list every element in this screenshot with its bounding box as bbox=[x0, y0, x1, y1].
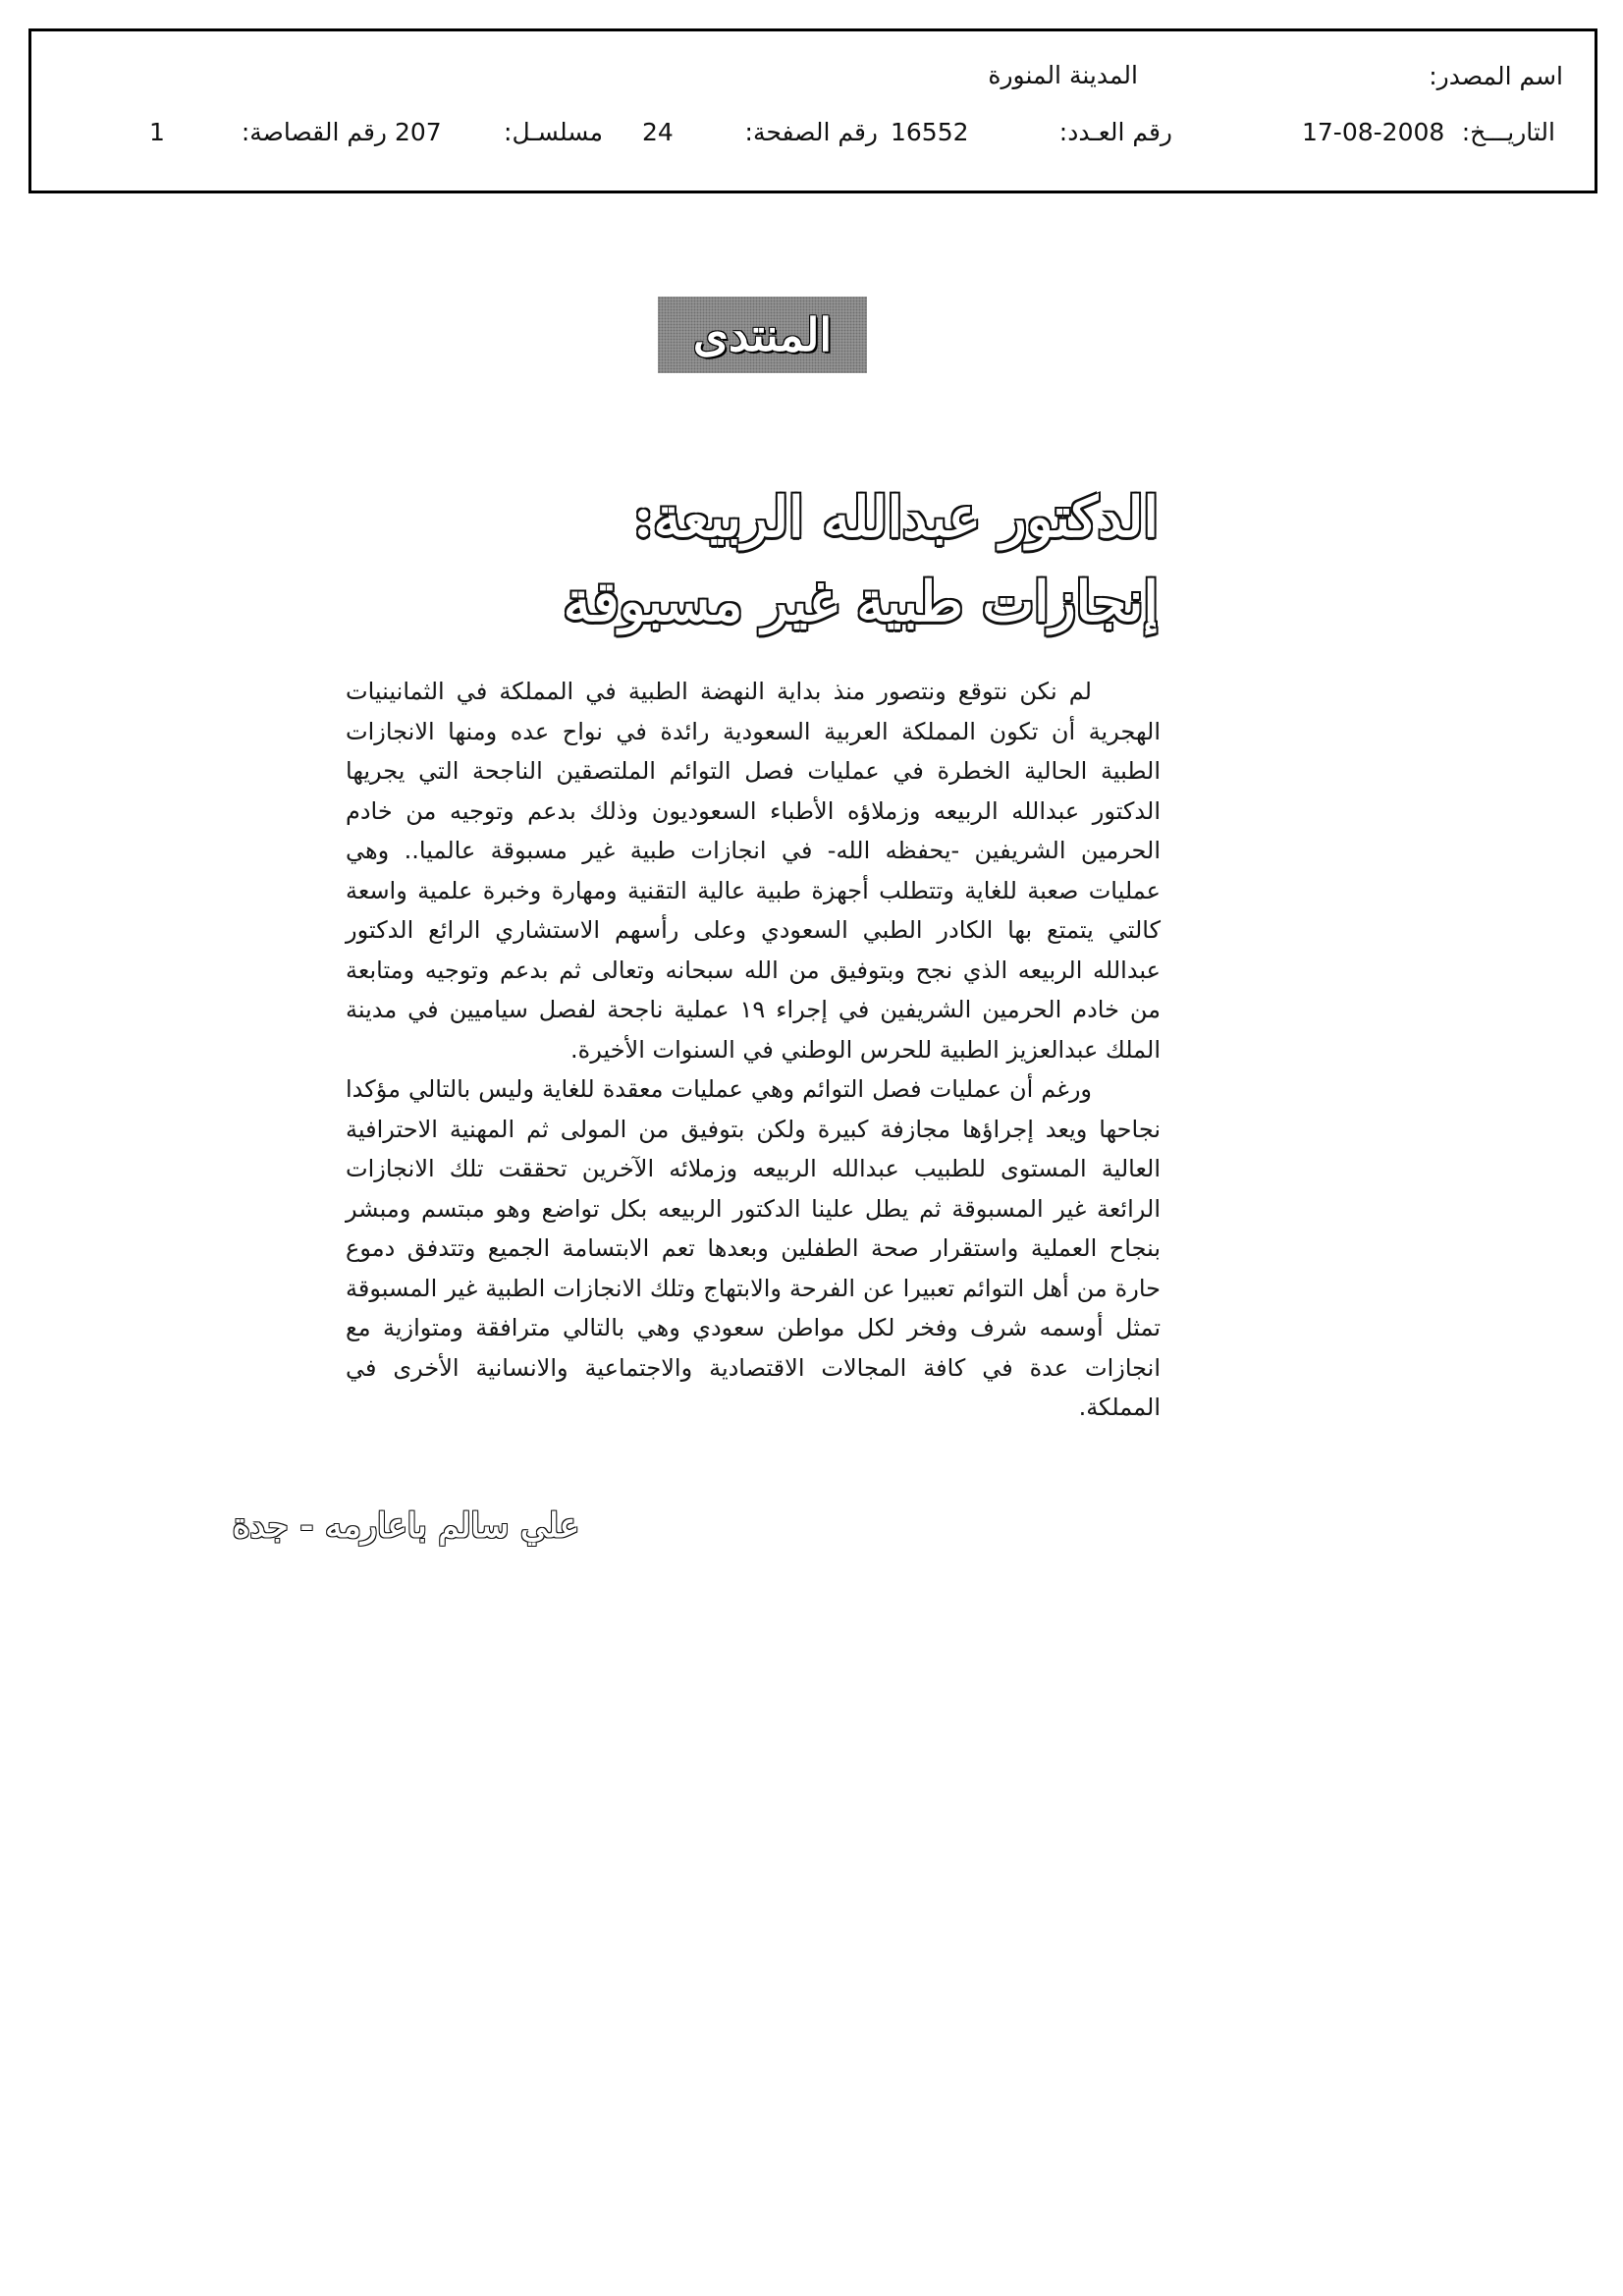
serial-value: 207 bbox=[395, 118, 442, 146]
clip-value: 1 bbox=[149, 118, 165, 146]
issue-label: رقم العـدد: bbox=[1058, 118, 1172, 146]
clip-label: رقم القصاصة: bbox=[241, 118, 387, 146]
issue-value: 16552 bbox=[891, 118, 969, 146]
section-title: المنتدى bbox=[692, 308, 833, 361]
source-label: اسم المصدر: bbox=[1429, 62, 1563, 90]
headline-line-1: الدكتور عبدالله الربيعة: bbox=[632, 485, 1159, 550]
author-signature: علي سالم باعارمه - جدة bbox=[232, 1506, 579, 1546]
article-paragraph: لم نكن نتوقع ونتصور منذ بداية النهضة الطبية في المملكة في الثمانينيات الهجرية أن تكون المملكة العربية السعودية رائدة في نواح عده ومنها الانجازات الطبية الحالية الخطرة في عمليات فصل التوائم الملتصقين الناجحة التي يجريها الدكتور عبدالله الربيعه وزملاؤه الأطباء السعوديون وذلك بدعم وتوجيه من خادم الحرمين الشريفين -يحفظه الله- في انجازات طبية غير مسبوقة عالميا.. وهي عمليات صعبة للغاية وتتطلب أجهزة طبية عالية التقنية ومهارة وخبرة علمية واسعة كالتي يتمتع بها الكادر الطبي السعودي وعلى رأسهم الاستشاري الرائع الدكتور عبدالله الربيعه الذي نجح وبتوفيق من الله سبحانه وتعالى ثم بدعم وتوجيه ومتابعة من خادم الحرمين الشريفين في إجراء ١٩ عملية ناجحة لفصل سياميين في مدينة الملك عبدالعزيز الطبية للحرس الوطني في السنوات الأخيرة. bbox=[346, 678, 1161, 1064]
date-label: التاريـــخ: bbox=[1461, 118, 1555, 146]
headline-line-2: إنجازات طبية غير مسبوقة bbox=[563, 570, 1159, 634]
clipping-header-box bbox=[28, 28, 1597, 193]
source-value: المدينة المنورة bbox=[988, 61, 1138, 89]
section-badge bbox=[658, 297, 867, 373]
page-label: رقم الصفحة: bbox=[744, 118, 878, 146]
serial-label: مسلسـل: bbox=[504, 118, 603, 146]
article-paragraph: ورغم أن عمليات فصل التوائم وهي عمليات معقدة للغاية وليس بالتالي مؤكدا نجاحها ويعد إجراؤها مجازفة كبيرة ولكن بتوفيق من المولى ثم المهنية الاحترافية العالية المستوى للطبيب عبدالله الربيعه وزملائه الآخرين تحققت تلك الانجازات الرائعة غير المسبوقة ثم يطل علينا الدكتور الربيعه بكل تواضع وهو مبتسم ومبشر بنجاح العملية واستقرار صحة الطفلين وبعدها تعم الابتسامة الجميع وتتدفق دموع حارة من أهل التوائم تعبيرا عن الفرحة والابتهاج وتلك الانجازات الطبية غير المسبوقة تمثل أوسمه شرف وفخر لكل مواطن سعودي وهي بالتالي مترافقة ومتوازية مع انجازات عدة في كافة المجالات الاقتصادية والاجتماعية والانسانية الأخرى في المملكة. bbox=[346, 1075, 1161, 1421]
article-body bbox=[346, 672, 1161, 1428]
page-value: 24 bbox=[642, 118, 674, 146]
date-value: 17-08-2008 bbox=[1302, 118, 1445, 146]
